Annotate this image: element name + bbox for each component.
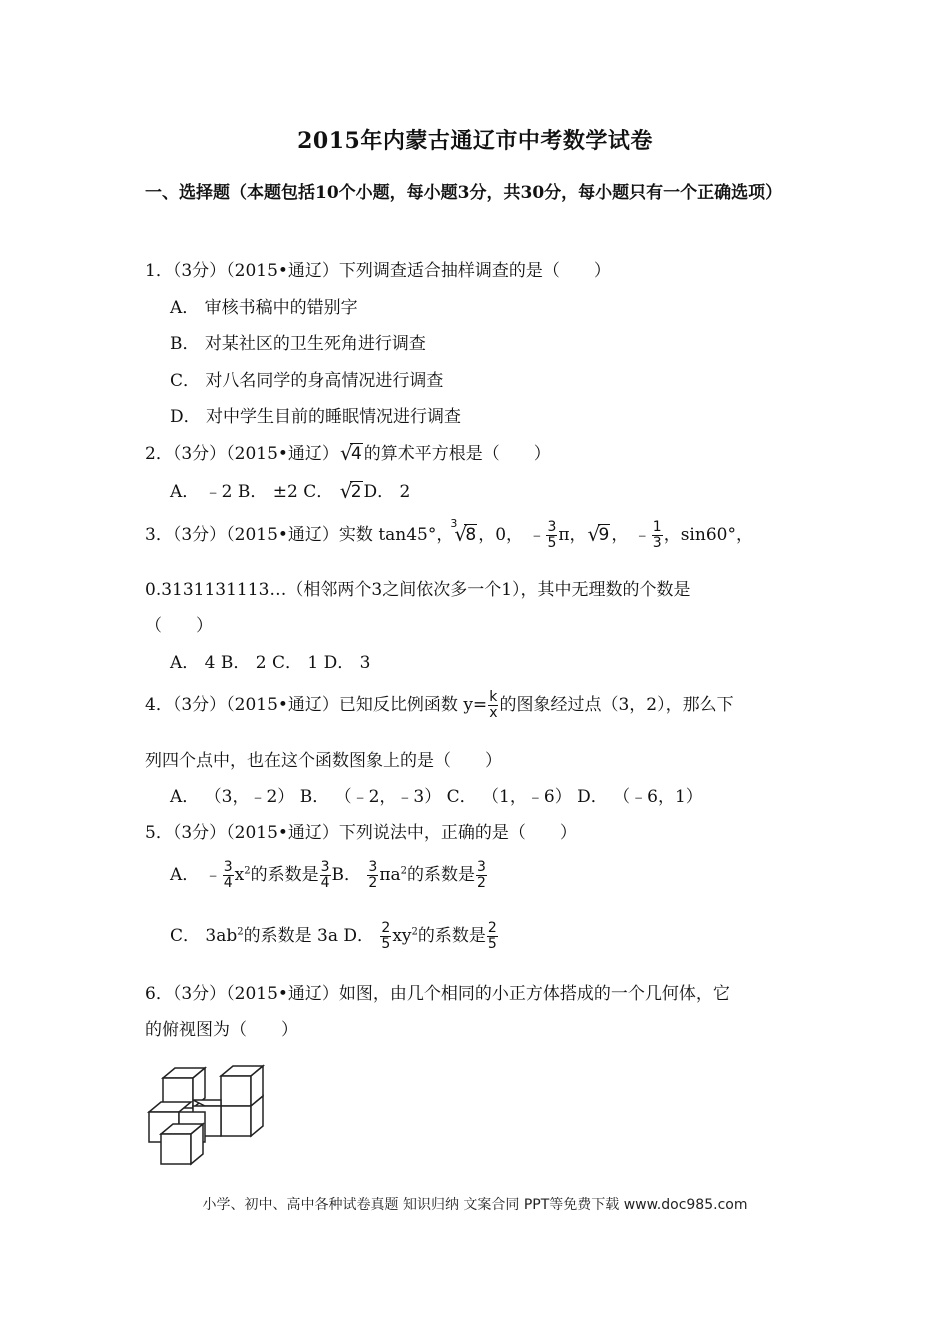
question-4-options: A． （3，﹣2） B． （﹣2，﹣3） C． （1，﹣6） D． （﹣6，1） [170,787,703,807]
question-5-stem: 5．（3分）（2015•通辽）下列说法中，正确的是（ ） [145,823,577,843]
question-1-option-c: C． 对八名同学的身高情况进行调查 [170,371,444,391]
question-4-line2: 列四个点中，也在这个函数图象上的是（ ） [145,751,502,771]
sqrt-2: √ 2 [339,479,362,503]
cube-root-8: 3 √ 8 [450,517,477,546]
question-4-stem: 4．（3分）（2015•通辽）已知反比例函数 y= $\frac{k}{x}$ 的图象经过点（3，2），那么下 [145,689,734,721]
section-heading: 一、选择题（本题包括10个小题，每小题3分，共30分，每小题只有一个正确选项） [145,183,783,203]
question-2-prefix: 2．（3分）（2015•通辽） [145,444,339,464]
question-3-options: A． 4 B． 2 C． 1 D． 3 [170,653,371,673]
question-1-option-a: A． 审核书稿中的错别字 [170,298,358,318]
page-title: 2015年内蒙古通辽市中考数学试卷 [297,128,653,154]
sqrt-9: √ 9 [587,522,610,546]
question-5-options-ab: A． ﹣ $\frac{3}{4}$ $x^2$的系数是 $\frac{3}{4}$ B． $\frac{3}{2}$ $\pi a^2$的系数是 $\frac{3}{2}$ [170,859,486,891]
question-2-options: A． ﹣2 B． ±2 C． √ 2 D． 2 [170,479,411,503]
fraction-k-x: $\frac{k}{x}$ [489,689,498,721]
sqrt-4: √ 4 [339,441,362,465]
question-1-option-b: B． 对某社区的卫生死角进行调查 [170,334,426,354]
question-3-line2: 0.3131131113…（相邻两个3之间依次多一个1），其中无理数的个数是 [145,580,691,600]
question-1-stem: 1．（3分）（2015•通辽）下列调查适合抽样调查的是（ ） [145,261,611,281]
question-2-stem [145,439,551,464]
question-2-suffix: 的算术平方根是（ ） [363,444,551,464]
fraction-3-5: $\frac{3}{5}$ [547,519,557,551]
fraction-1-3: $\frac{1}{3}$ [652,519,662,551]
question-6-line1: 6．（3分）（2015•通辽）如图，由几个相同的小正方体搭成的一个几何体，它 [145,984,730,1004]
question-1-option-d: D． 对中学生目前的睡眠情况进行调查 [170,407,462,427]
question-3-stem: 3．（3分）（2015•通辽）实数 tan45°， 3 √ 8 ，0， ﹣ $\frac{3}{5}$ π， √ 9 ， ﹣ $\frac{1}{3}$ ，sin60°， [145,517,753,551]
footer-text: 小学、初中、高中各种试卷真题 知识归纳 文案合同 PPT等免费下载 www.doc985.com [202,1197,748,1213]
question-6-line2: 的俯视图为（ ） [145,1020,298,1040]
question-3-line3: （ ） [145,616,213,636]
cube-stack-figure [143,1058,273,1168]
question-5-options-cd: C． $3ab^2$的系数是 3a D． $\frac{2}{5}$ $xy^2$的系数是 $\frac{2}{5}$ [170,920,497,952]
